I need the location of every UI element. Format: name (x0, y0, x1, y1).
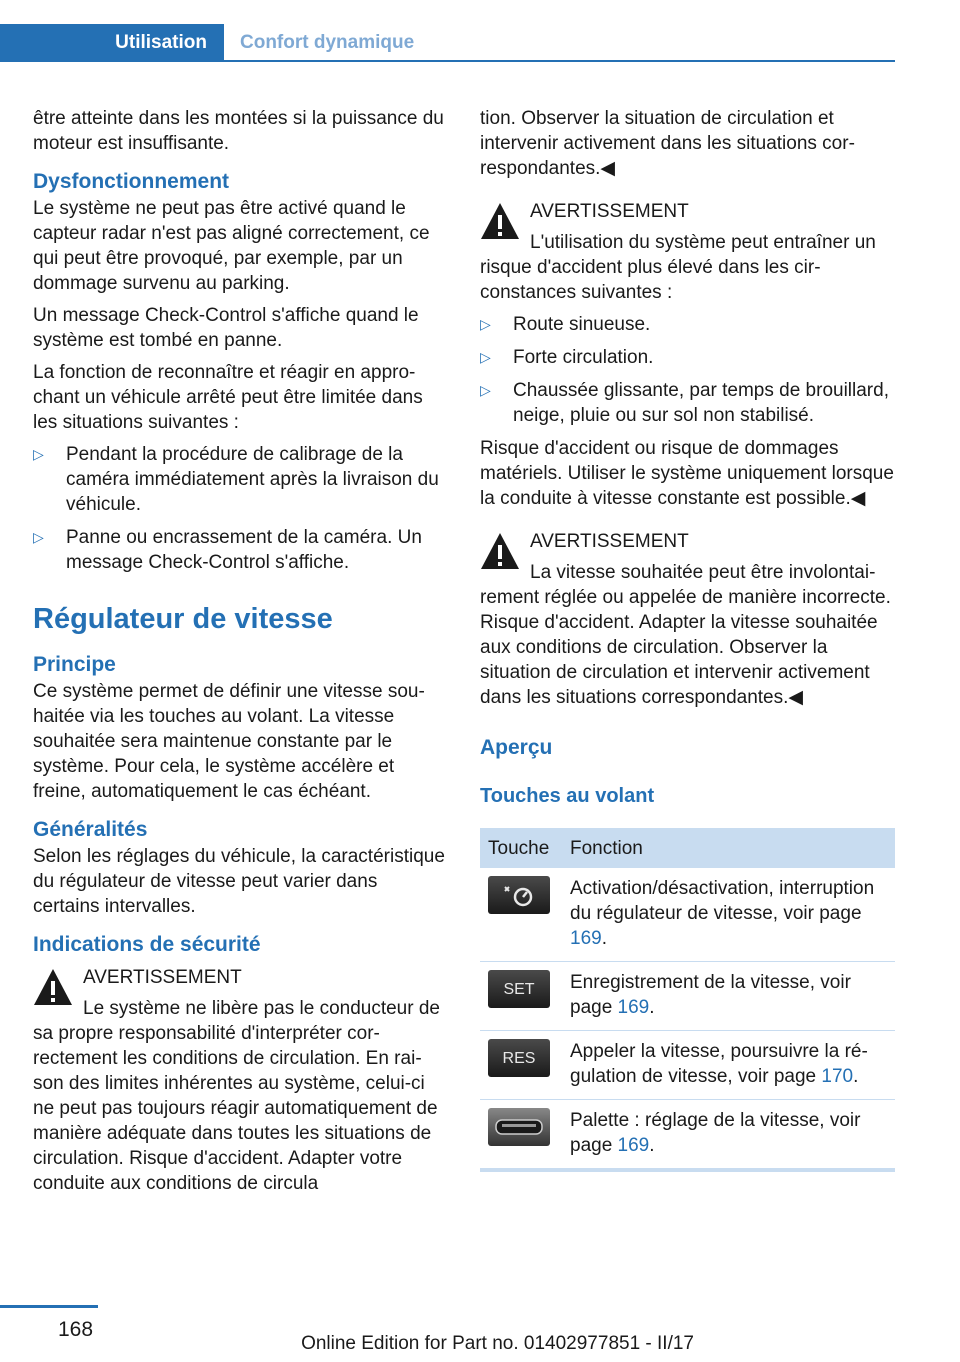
triangle-bullet-icon: ▷ (480, 316, 491, 332)
triangle-bullet-icon: ▷ (480, 349, 491, 365)
table-row: SET Enregistrement de la vitesse, voir page 169. (480, 962, 895, 1031)
paragraph: Un message Check-Control s'affiche quand le système est tombé en panne. (33, 305, 419, 351)
column-header-touche: Touche (480, 828, 562, 868)
chapter-tab-confort-dynamique[interactable]: Confort dynamique (240, 32, 415, 53)
keys-table (480, 828, 895, 1172)
heading-touches-au-volant: Touches au volant (480, 785, 655, 807)
edition-info: Online Edition for Part no. 01402977851 - II/17 (301, 1333, 694, 1354)
warning-block (480, 529, 895, 710)
page-link[interactable]: 169 (570, 928, 602, 949)
rocker-icon (488, 1108, 550, 1146)
list-item: ▷ Route sinueuse. (480, 314, 651, 335)
table-row: Activation/désactivation, interruption du régulateur de vitesse, voir page 169. (480, 868, 895, 962)
right-column (480, 106, 895, 1172)
heading-principe: Principe (33, 653, 116, 676)
cruise-onoff-icon (488, 876, 550, 914)
page-number: 168 (58, 1318, 94, 1341)
page-link[interactable]: 169 (617, 1135, 650, 1156)
paragraph: Risque d'accident ou risque de dommages matériels. Utiliser le système uniquement lorsque la conduite à vitesse constante est possible.◀ (480, 438, 894, 509)
warning-triangle-icon (480, 531, 520, 571)
triangle-bullet-icon: ▷ (480, 382, 491, 398)
column-header-fonction: Fonction (562, 828, 895, 868)
list-item: ▷ Pendant la procédure de calibrage de la caméra immédiatement après la livraison du véhicule. (33, 444, 439, 515)
paragraph: Selon les réglages du véhicule, la caractéristique du régulateur de vitesse peut varier dans certains intervalles. (33, 846, 445, 917)
warning-triangle-icon (33, 967, 73, 1007)
heading-dysfonctionnement: Dysfonctionnement (33, 170, 230, 193)
page-link[interactable]: 169 (617, 997, 650, 1018)
warning-title: AVERTISSEMENT (83, 967, 242, 988)
list-item: ▷ Forte circulation. (480, 347, 654, 368)
paragraph: tion. Observer la situation de circulation et intervenir activement dans les situations correspondantes.◀ (480, 108, 855, 179)
res-key-icon: RES (488, 1039, 550, 1077)
triangle-bullet-icon: ▷ (33, 446, 44, 462)
list-item: ▷ Panne ou encrassement de la caméra. Un message Check-Control s'affiche. (33, 527, 422, 573)
table-row: Palette : réglage de la vitesse, voir page 169. (480, 1100, 895, 1171)
table-header-row (480, 828, 895, 868)
page-link[interactable]: 170 (821, 1066, 854, 1087)
heading-apercu: Aperçu (480, 736, 553, 759)
header-rule (224, 60, 895, 62)
footer-rule (0, 1305, 98, 1308)
warning-title: AVERTISSEMENT (530, 201, 689, 222)
list-item: ▷ Chaussée glissante, par temps de brouillard, neige, pluie ou sur sol non stabilisé. (480, 380, 889, 426)
table-row: RES Appeler la vitesse, poursuivre la régulation de vitesse, voir page 170. (480, 1031, 895, 1100)
heading-indications-securite: Indications de sécurité (33, 933, 261, 956)
warning-block (33, 965, 445, 1196)
triangle-bullet-icon: ▷ (33, 529, 44, 545)
paragraph: Ce système permet de définir une vitesse souhaitée via les touches au volant. La vitesse souhaitée sera maintenue constante par le système. Pour cela, le système accélère et freine, automatiquement le cas échéant. (33, 681, 425, 802)
page-header (0, 24, 895, 62)
bullet-list (33, 442, 445, 575)
bullet-list (480, 312, 895, 428)
paragraph: être atteinte dans les montées si la puissance du moteur est insuffisante. (33, 108, 444, 154)
set-key-icon: SET (488, 970, 550, 1008)
warning-text: L'utilisation du système peut entraîner un risque d'accident plus élevé dans les circonstances suivantes : (480, 232, 876, 303)
warning-title: AVERTISSEMENT (530, 531, 689, 552)
chapter-tab-utilisation[interactable]: Utilisation (0, 24, 224, 62)
left-column (33, 106, 445, 1203)
warning-text: Le système ne libère pas le conducteur de sa propre responsabilité d'interpréter correctement les conditions de circulation. En raison des limites inhérentes au système, celui-ci ne peut pas toujours réagir automatiquement de manière adéquate dans toutes les situations de circulation. Risque d'accident. Adapter votre conduite aux conditions de circula (33, 998, 440, 1194)
paragraph: Le système ne peut pas être activé quand le capteur radar n'est pas aligné correctement, ce qui peut être provoqué, par exemple, par un dommage survenu au parking. (33, 198, 430, 294)
warning-block (480, 199, 895, 305)
heading-regulateur-de-vitesse: Régulateur de vitesse (33, 603, 333, 635)
warning-text: La vitesse souhaitée peut être involontairement réglée ou appelée de manière incorrecte. Risque d'accident. Adapter la vitesse souhaitée aux conditions de circulation. Observer la situation de circulation et intervenir activement dans les situations correspondantes.◀ (480, 562, 891, 708)
paragraph: La fonction de reconnaître et réagir en approchant un véhicule arrêté peut être limitée dans les situations suivantes : (33, 362, 423, 433)
warning-triangle-icon (480, 201, 520, 241)
heading-generalites: Généralités (33, 818, 148, 841)
